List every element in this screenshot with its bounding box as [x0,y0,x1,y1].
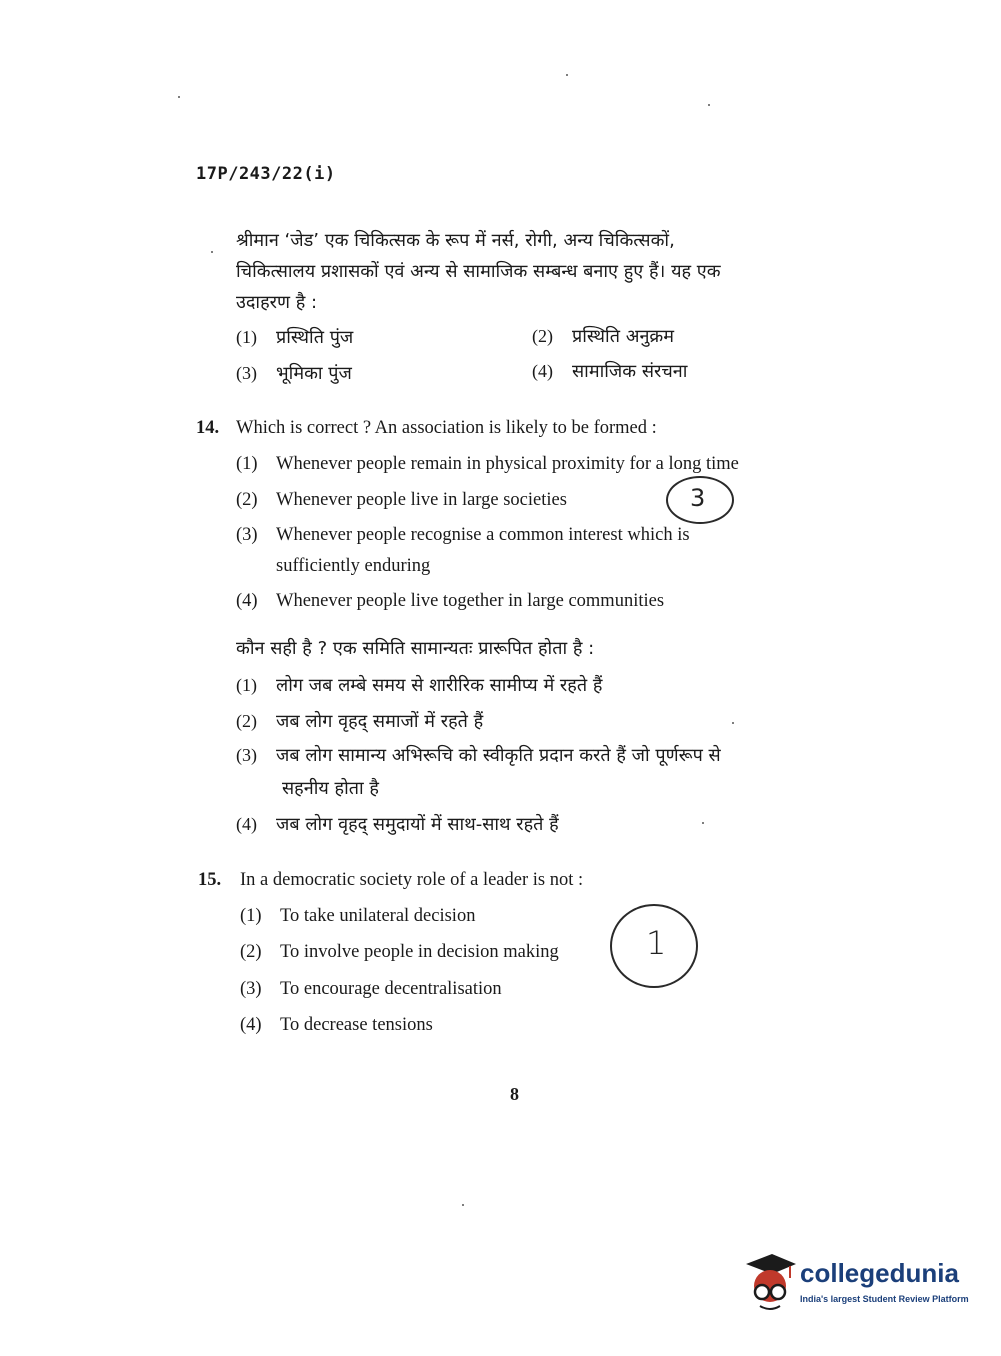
q14-hindi-option-4 [236,812,559,836]
q13-hindi-line-2: चिकित्सालय प्रशासकों एवं अन्य से सामाजिक सम्बन्ध बनाए हुए हैं। यह एक [236,261,721,282]
q14-question [196,418,657,439]
question-number: 14. [196,418,220,438]
option-text: To take unilateral decision [280,906,476,926]
option-number: (4) [236,591,258,611]
scan-speck [702,822,704,824]
scan-speck [178,96,180,98]
option-number: (1) [240,906,262,926]
scan-speck [211,251,213,253]
collegedunia-watermark [742,1252,972,1314]
q14-option-4 [236,591,664,612]
option-text: To involve people in decision making [280,942,559,962]
option-number: (1) [236,454,258,474]
q14-hindi-option-2 [236,709,483,733]
q13-option-3 [236,361,352,385]
option-number: (1) [236,327,257,347]
brand-tagline: India's largest Student Review Platform [800,1294,969,1304]
q14-option-1 [236,454,739,475]
option-text: भूमिका पुंज [276,363,352,384]
q13-option-1 [236,325,353,349]
option-number: (1) [236,675,257,695]
q14-option-3 [236,525,690,546]
option-number: (4) [240,1015,262,1035]
scan-speck [566,74,568,76]
q13-hindi-line-3: उदाहरण है : [236,292,318,313]
option-text: जब लोग वृहद् समाजों में रहते हैं [276,711,484,732]
option-number: (3) [240,979,262,999]
option-number: (2) [532,326,553,346]
option-number: (4) [532,361,553,381]
option-number: (2) [236,490,258,510]
q15-question [198,870,583,891]
option-text: लोग जब लम्बे समय से शारीरिक सामीप्य में रहते हैं [276,675,603,696]
q15-option-2 [240,942,559,963]
option-number: (4) [236,814,257,834]
scan-speck [732,722,734,724]
q14-hindi-question: कौन सही है ? एक समिति सामान्यतः प्रारूपित होता है : [236,638,595,659]
question-text: Which is correct ? An association is likely to be formed : [236,418,657,438]
q14-hindi-option-1 [236,673,602,697]
handwritten-answer-circle [666,476,734,524]
q14-option-3-continuation: sufficiently enduring [276,556,431,576]
q15-option-3 [240,979,502,1000]
option-number: (2) [240,942,262,962]
brand-name: collegedunia [800,1258,959,1288]
scan-speck [708,104,710,106]
handwritten-answer: 1 [646,924,667,962]
handwritten-answer-circle [610,904,698,988]
question-text: In a democratic society role of a leader is not : [240,870,584,890]
handwritten-answer: 3 [690,484,706,512]
option-number: (3) [236,363,257,383]
option-text: सामाजिक संरचना [572,361,688,382]
option-number: (3) [236,525,258,545]
option-text: Whenever people live in large societies [276,490,567,510]
q15-option-4 [240,1015,433,1036]
option-text: जब लोग सामान्य अभिरूचि को स्वीकृति प्रदान करते हैं जो पूर्णरूप से [276,745,721,766]
q13-option-4 [532,359,687,383]
option-text: Whenever people recognise a common interest which is [276,525,690,545]
option-text: प्रस्थिति अनुक्रम [572,326,675,347]
option-text: जब लोग वृहद् समुदायों में साथ-साथ रहते हैं [276,814,559,835]
q14-option-2 [236,490,567,511]
option-text: Whenever people live together in large communities [276,591,665,611]
scan-speck [462,1204,464,1206]
paper-code: 17P/243/22(i) [196,164,336,184]
question-number: 15. [198,870,222,890]
q15-option-1 [240,906,475,927]
mascot-icon [742,1252,798,1314]
option-number: (2) [236,711,257,731]
q14-hindi-option-3-continuation: सहनीय होता है [282,778,379,799]
option-text: To decrease tensions [280,1015,433,1035]
option-text: Whenever people remain in physical proximity for a long time [276,454,739,474]
q14-hindi-option-3 [236,743,721,767]
q13-hindi-line-1: श्रीमान ‘जेड’ एक चिकित्सक के रूप में नर्स, रोगी, अन्य चिकित्सकों, [236,230,675,251]
page-number: 8 [510,1084,519,1104]
option-number: (3) [236,745,257,765]
option-text: To encourage decentralisation [280,979,502,999]
option-text: प्रस्थिति पुंज [276,327,354,348]
q13-option-2 [532,324,674,348]
